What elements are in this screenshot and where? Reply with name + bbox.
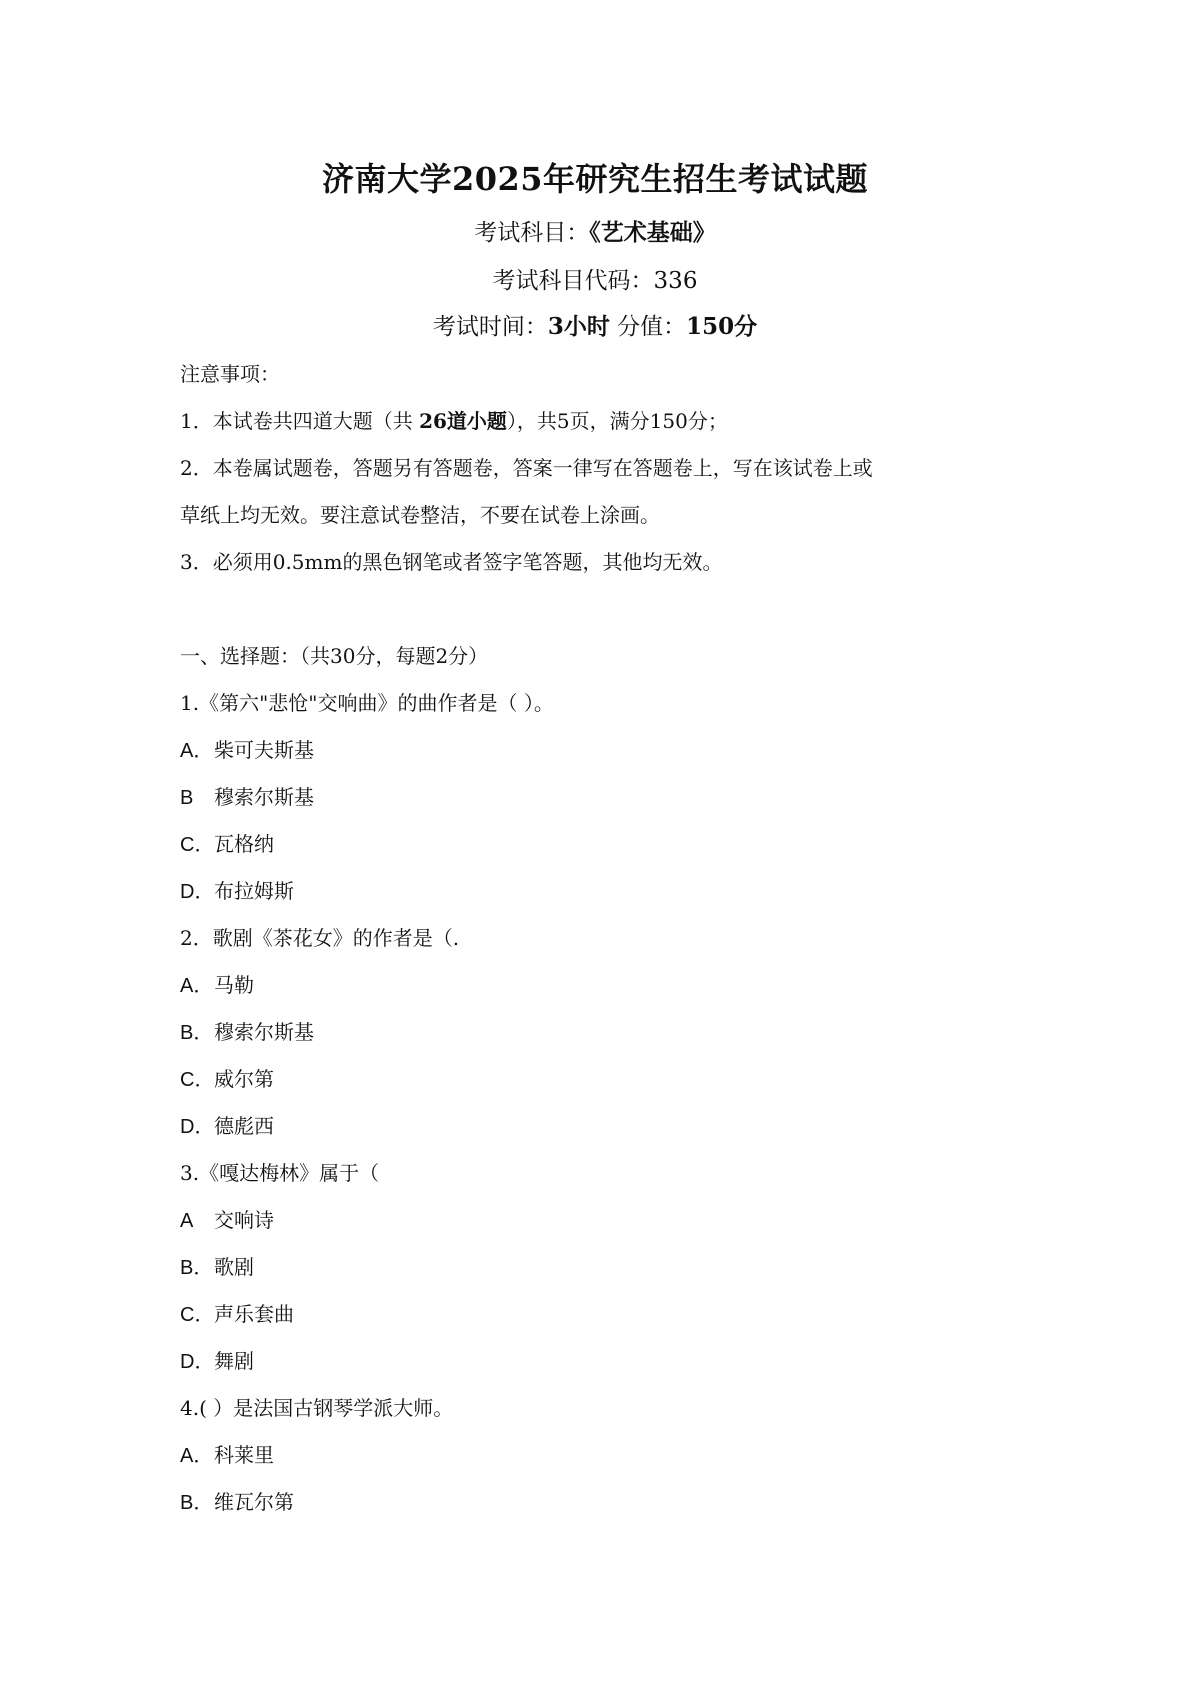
- question-1-option-a: [180, 734, 314, 763]
- exam-title: 济南大学2025年研究生招生考试试题: [321, 160, 869, 198]
- section-1-heading: 一、选择题：（共30分，每题2分）: [180, 644, 489, 668]
- option-text: 歌剧: [214, 1255, 254, 1279]
- time-label: 考试时间：: [432, 314, 548, 340]
- option-letter: B．: [180, 1257, 214, 1279]
- question-4-option-a: [180, 1439, 274, 1468]
- question-1-option-c: [180, 828, 274, 857]
- note-1-bold: 26道小题: [419, 409, 507, 433]
- option-letter: A．: [180, 740, 214, 762]
- subject-label: 考试科目：: [474, 220, 590, 246]
- option-letter: A．: [180, 975, 214, 997]
- exam-code: [0, 262, 1190, 295]
- option-text: 穆索尔斯基: [214, 785, 314, 809]
- option-text: 舞剧: [214, 1349, 254, 1373]
- option-text: 马勒: [214, 973, 254, 997]
- option-letter: D．: [180, 881, 215, 903]
- option-text: 德彪西: [214, 1114, 274, 1138]
- option-letter: B: [180, 787, 194, 809]
- option-letter: B．: [180, 1492, 214, 1514]
- option-letter: A: [180, 1210, 194, 1232]
- question-2-option-c: [180, 1063, 274, 1092]
- note-3: 3．必须用0.5mm的黑色钢笔或者签字笔答题，其他均无效。: [180, 550, 723, 574]
- note-1-prefix: 1．本试卷共四道大题（共: [180, 409, 420, 433]
- option-text: 声乐套曲: [214, 1302, 294, 1326]
- question-1-option-b: [180, 781, 314, 810]
- question-1-stem: 1.《第六"悲怆"交响曲》的曲作者是（ ）。: [180, 691, 554, 715]
- option-text: 柴可夫斯基: [214, 738, 314, 762]
- code-label: 考试科目代码：: [492, 268, 654, 294]
- exam-time-score: [0, 308, 1190, 341]
- question-3-option-c: [180, 1298, 294, 1327]
- question-2-option-d: [180, 1110, 274, 1139]
- question-3-option-d: [180, 1345, 254, 1374]
- option-text: 维瓦尔第: [214, 1490, 294, 1514]
- question-3-option-a: [180, 1204, 274, 1233]
- question-3-option-b: [180, 1251, 254, 1280]
- score-value: 150分: [686, 313, 758, 340]
- option-letter: D．: [180, 1351, 215, 1373]
- question-2-stem: 2．歌剧《茶花女》的作者是（.: [180, 926, 460, 950]
- option-text: 布拉姆斯: [214, 879, 294, 903]
- option-text: 穆索尔斯基: [214, 1020, 314, 1044]
- option-letter: C．: [180, 834, 215, 856]
- question-3-stem: 3.《嘎达梅林》属于（: [180, 1161, 380, 1185]
- code-value: 336: [653, 268, 698, 294]
- note-2-line-1: 2．本卷属试题卷，答题另有答题卷，答案一律写在答题卷上，写在该试卷上或: [180, 456, 873, 480]
- question-4-stem: 4.( ）是法国古钢琴学派大师。: [180, 1396, 454, 1420]
- note-1-suffix: ），共5页，满分150分；: [506, 409, 728, 433]
- subject-value: 《艺术基础》: [589, 219, 716, 246]
- notes-heading: 注意事项：: [180, 362, 280, 386]
- score-label: 分值：: [617, 314, 687, 340]
- option-letter: B．: [180, 1022, 214, 1044]
- time-value: 3小时: [547, 313, 610, 340]
- option-text: 威尔第: [214, 1067, 274, 1091]
- option-letter: C．: [180, 1304, 215, 1326]
- question-1-option-d: [180, 875, 294, 904]
- question-2-option-b: [180, 1016, 314, 1045]
- exam-subject: [0, 214, 1190, 247]
- note-1: [180, 405, 728, 434]
- option-letter: C．: [180, 1069, 215, 1091]
- note-2-line-2: 草纸上均无效。要注意试卷整洁，不要在试卷上涂画。: [180, 503, 660, 527]
- question-4-option-b: [180, 1486, 294, 1515]
- option-text: 科莱里: [214, 1443, 274, 1467]
- option-letter: D．: [180, 1116, 215, 1138]
- option-letter: A．: [180, 1445, 214, 1467]
- option-text: 交响诗: [214, 1208, 274, 1232]
- question-2-option-a: [180, 969, 254, 998]
- option-text: 瓦格纳: [214, 832, 274, 856]
